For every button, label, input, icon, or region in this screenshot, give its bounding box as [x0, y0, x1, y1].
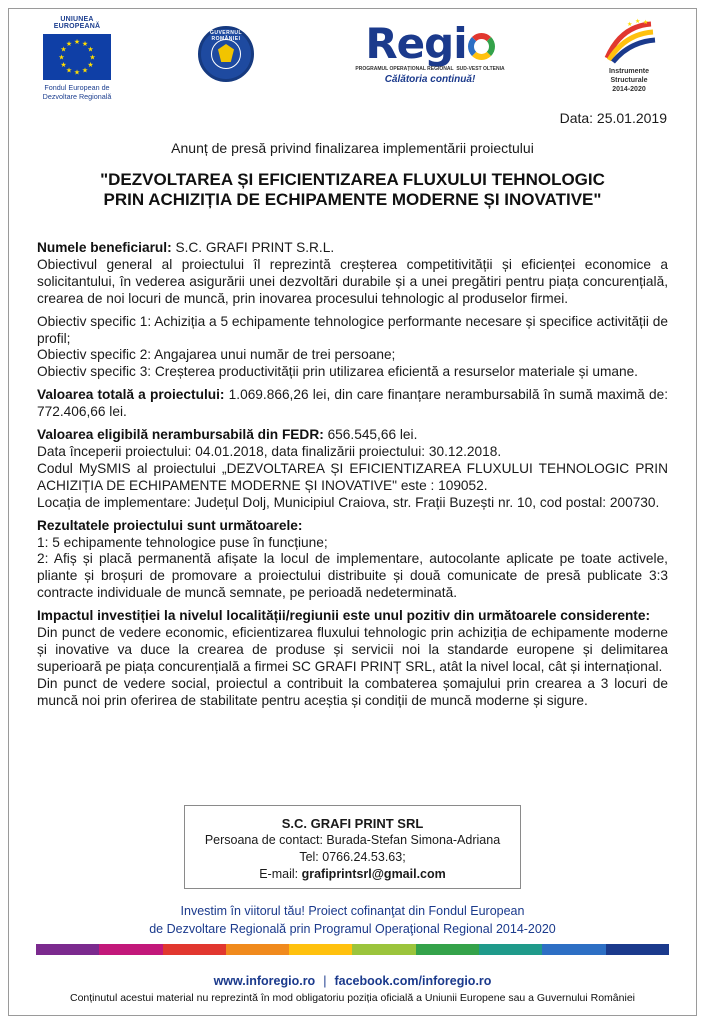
contact-email-link[interactable]: grafiprintsrl@gmail.com — [301, 867, 446, 881]
footer-links — [0, 974, 705, 988]
regio-sub-line1: PROGRAMUL OPERAȚIONAL REGIONAL — [355, 66, 454, 72]
contact-email-row — [185, 866, 520, 883]
svg-text:★: ★ — [65, 66, 73, 75]
cofinancing-note — [0, 902, 705, 938]
beneficiary-label: Numele beneficiarul: — [37, 240, 172, 255]
impact-heading — [37, 608, 668, 625]
disclaimer: Conținutul acestui material nu reprezintă în mod obligatoriu poziția oficială a Uniunii Europene sau a Guvernului României — [70, 992, 635, 1004]
eligible-value — [37, 427, 668, 444]
total-value — [37, 387, 668, 421]
press-release-body — [37, 240, 668, 710]
svg-text:★: ★ — [89, 53, 96, 62]
svg-text:★: ★ — [73, 38, 81, 46]
cofinancing-note-line2: de Dezvoltare Regională prin Programul Operaţional Regional 2014-2020 — [149, 922, 556, 936]
eu-logo — [38, 16, 116, 101]
is-caption-line2: 2014-2020 — [612, 86, 646, 93]
contact-company: S.C. GRAFI PRINT SRL — [281, 816, 424, 831]
regio-ring-icon — [468, 33, 495, 60]
impact-label: Impactul investiției la nivelul localității/regiunii este unul pozitiv din următoarele considerente: — [37, 608, 651, 624]
regio-wordmark — [355, 19, 505, 68]
svg-text:★: ★ — [73, 68, 81, 77]
svg-text:★: ★ — [81, 40, 89, 48]
project-dates: Data începerii proiectului: 04.01.2018, data finalizării proiectului: 30.12.2018. — [37, 443, 502, 459]
links-separator: | — [323, 974, 327, 988]
result-1: 1: 5 echipamente tehnologice puse în funcțiune; — [37, 534, 328, 550]
inforegio-website-link[interactable]: www.inforegio.ro — [213, 974, 316, 988]
svg-text:★: ★ — [81, 66, 89, 75]
general-objective: Obiectivul general al proiectului îl reprezintă creșterea competitivității și eficienței economice a solicitantului, în vederea asigurării unei dezvoltări durabile și a unei pregătiri pentru piața concurențială, crearea de noi locuri de muncă, prin inovarea procesului tehnologic al produselor firmei. — [37, 256, 668, 306]
color-stripe-segment — [99, 944, 162, 955]
color-stripe-segment — [36, 944, 99, 955]
color-stripe-segment — [479, 944, 542, 955]
specific-objective-1: Obiectiv specific 1: Achiziția a 5 echipamente tehnologice performante necesare și specifice activității de profil; — [37, 313, 668, 346]
specific-objective-3: Obiectiv specific 3: Creșterea productivității prin utilizarea eficientă a resurselor materiale și umane. — [37, 364, 638, 380]
regio-subtitle — [355, 66, 505, 73]
government-seal-logo — [198, 26, 254, 82]
eu-caption-line1: Fondul European de — [44, 83, 110, 92]
eu-logo-title: UNIUNEA EUROPEANĂ — [53, 16, 101, 30]
mysmis-code: Codul MySMIS al proiectului „DEZVOLTAREA ȘI EFICIENTIZAREA FLUXULUI TEHNOLOGIC PRIN ACHIZIȚIA DE ECHIPAMENTE MODERNE ȘI INOVATIVE" este : 109052. — [37, 460, 668, 493]
svg-text:★: ★ — [635, 18, 641, 25]
project-title-line1: "DEZVOLTAREA ȘI EFICIENTIZAREA FLUXULUI TEHNOLOGIC — [100, 170, 605, 189]
total-value-label: Valoarea totală a proiectului: — [37, 387, 225, 403]
svg-text:★: ★ — [60, 61, 67, 69]
eu-flag-icon — [43, 34, 111, 80]
results-heading — [37, 518, 668, 535]
gov-ring-text: GUVERNUL ROMÂNIEI — [209, 30, 243, 42]
svg-text:★: ★ — [87, 45, 94, 54]
svg-text:★: ★ — [627, 21, 633, 28]
eu-stars-icon — [43, 34, 111, 80]
contact-box — [184, 805, 521, 889]
results-label: Rezultatele proiectului sunt următoarele: — [37, 517, 303, 533]
impact-social: Din punct de vedere social, proiectul a contribuit la combaterea șomajului prin crearea a 3 locuri de muncă noi prin oferirea de stabilitate pentru aceștia și condiții de muncă moderne și sigure. — [37, 675, 668, 708]
contact-person: Persoana de contact: Burada-Stefan Simona-Adriana — [204, 833, 501, 847]
regio-tagline: Călătoria continuă! — [384, 74, 476, 85]
svg-text:★: ★ — [58, 53, 65, 62]
color-stripe-segment — [606, 944, 669, 955]
eu-caption-line2: Dezvoltare Regională — [42, 92, 112, 101]
contact-email-label: E-mail: — [259, 867, 302, 881]
color-stripe-segment — [289, 944, 352, 955]
instrumente-structurale-logo — [590, 18, 668, 94]
color-stripe-segment — [163, 944, 226, 955]
color-stripe-segment — [226, 944, 289, 955]
regio-sub-line2: SUD-VEST OLTENIA — [456, 66, 505, 72]
is-caption-line1: Instrumente Structurale — [608, 68, 650, 84]
eligible-value-label: Valoarea eligibilă nerambursabilă din FEDR: — [37, 427, 324, 443]
result-2: 2: Afiș și placă permanentă afișate la locul de implementare, autocolante aplicate pe toate activele, pliante și broșuri de promovare a proiectului distribuite și două comunicate de presă publicate 3:3 contracte individuale de muncă semnate, pe perioadă nedeterminată. — [37, 551, 668, 601]
implementation-location: Locația de implementare: Județul Dolj, Municipiul Craiova, str. Frații Buzești nr. 10, cod postal: 200730. — [37, 494, 660, 510]
color-stripe-segment — [416, 944, 479, 955]
facebook-link[interactable]: facebook.com/inforegio.ro — [334, 974, 492, 988]
announcement-heading: Anunț de presă privind finalizarea implementării proiectului — [171, 140, 534, 156]
regio-logo — [355, 19, 505, 85]
svg-text:★: ★ — [643, 19, 649, 26]
color-stripe — [36, 944, 669, 955]
contact-phone: Tel: 0766.24.53.63; — [299, 850, 406, 864]
color-stripe-segment — [542, 944, 605, 955]
structural-instruments-icon — [601, 18, 657, 64]
project-title-line2: PRIN ACHIZIȚIA DE ECHIPAMENTE MODERNE ȘI INOVATIVE" — [103, 190, 602, 209]
document-date: Data: 25.01.2019 — [559, 110, 667, 126]
eligible-value-amount: 656.545,66 lei. — [323, 427, 418, 443]
specific-objective-2: Obiectiv specific 2: Angajarea unui număr de trei persoane; — [37, 347, 396, 363]
color-stripe-segment — [352, 944, 415, 955]
total-value-amount: 1.069.866,26 lei, din care finanțare nerambursabilă în sumă maximă de: 772.406,66 lei. — [37, 387, 668, 420]
svg-text:★: ★ — [65, 40, 73, 48]
beneficiary-value: S.C. GRAFI PRINT S.R.L. — [171, 240, 335, 255]
beneficiary — [37, 240, 668, 257]
project-title — [40, 170, 665, 210]
svg-text:★: ★ — [87, 61, 94, 69]
impact-economic: Din punct de vedere economic, eficientizarea fluxului tehnologic prin achiziția de echipamente moderne și inovative va duce la crearea de produse și servicii noi la standarde europene și delimitarea superioară pe piața concurențială a firmei SC GRAFI PRINȚ SRL, atât la nivel local, cât și internațional. — [37, 625, 668, 674]
svg-text:★: ★ — [60, 45, 67, 54]
eu-logo-caption — [38, 83, 116, 101]
cofinancing-note-line1: Investim în viitorul tău! Proiect cofinanţat din Fondul European — [180, 904, 525, 918]
is-logo-caption — [590, 67, 668, 94]
regio-word: Regi — [365, 19, 467, 68]
